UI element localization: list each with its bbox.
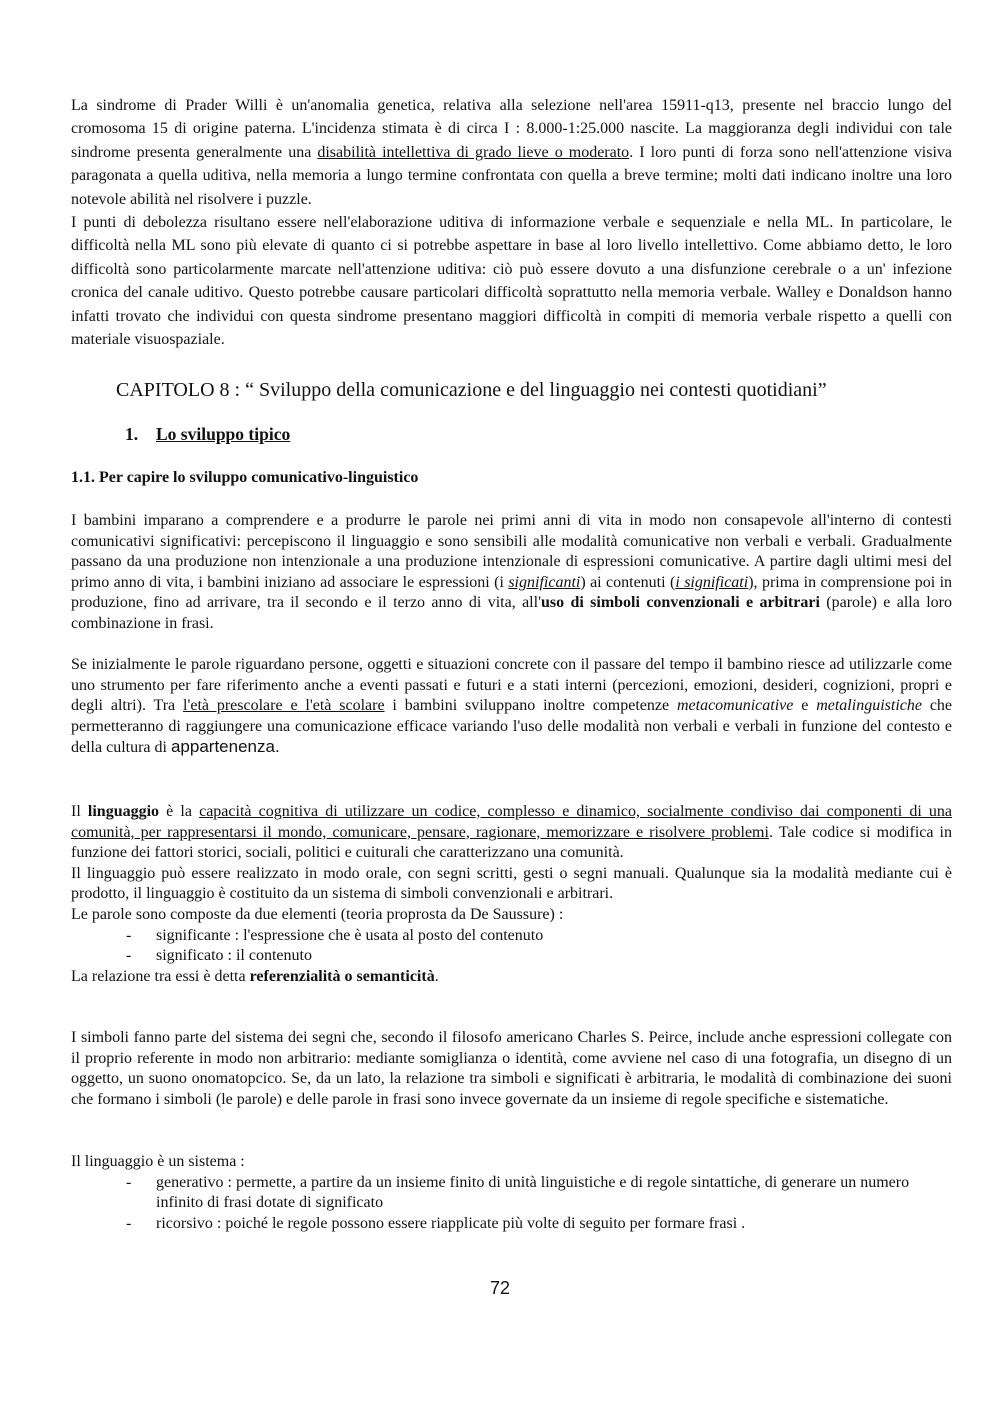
- bold-text: uso di simboli convenzionali e arbitrari: [540, 594, 820, 612]
- italic-underlined-text: significanti: [508, 573, 581, 591]
- list-item: - significante : l'espressione che è usata al posto del contenuto: [71, 926, 952, 947]
- linguaggio-section: [71, 802, 952, 987]
- underlined-text: disabilità intellettiva di grado lieve o moderato: [317, 143, 630, 161]
- intro-section: [71, 94, 952, 351]
- paragraph-saussure: Le parole sono composte da due elementi (teoria proprosta da De Saussure) :: [71, 905, 564, 923]
- paragraph-simboli: [71, 1028, 952, 1110]
- section-heading: [125, 424, 290, 445]
- text-run: è la: [159, 803, 200, 820]
- list-sistema: [71, 1173, 952, 1235]
- list-item: - generativo : permette, a partire da un insieme finito di unità linguistiche e di regole sintattiche, di generare un numero infinito di frasi dotate di significato: [71, 1173, 952, 1214]
- text-run: ) ai contenuti (: [580, 573, 676, 591]
- text-run: Se inizialmente le parole riguardano persone, oggetti e situazioni concrete con il passare del tempo il bambino riesce ad utilizzarle come uno strumento per fare riferimento anche a eventi passati e futuri e a stati interni (percezioni, emozioni, desideri, cognizioni, propri e degli altri). Tra: [71, 656, 952, 715]
- italic-text: metacomunicative: [676, 697, 794, 715]
- text-run: Il: [71, 803, 88, 820]
- text-run: La sindrome di Prader Willi è un'anomalia genetica, relativa alla selezione nell'area 15911-q13, presente nel braccio lungo del cromosoma 15 di origine paterna. L'incidenza stimata è di circa I : 8.000-1:25.000 nascite. La maggioranza degli individui con tale sindrome presenta generalmente una: [71, 97, 952, 161]
- paragraph-modalita: Il linguaggio può essere realizzato in modo orale, con segni scritti, gesti o segni manuali. Qualunque sia la modalità mediante cui è prodotto, il linguaggio è costituito da un sistema di simboli convenzionali e arbitrari.: [71, 864, 952, 903]
- paragraph-parole: [71, 655, 952, 759]
- page-number: 72: [489, 1278, 511, 1298]
- chapter-title: CAPITOLO 8 : “ Sviluppo della comunicazione e del linguaggio nei contesti quotidiani”: [116, 379, 827, 401]
- paragraph-bambini: [71, 511, 952, 635]
- text-run: La relazione tra essi è detta: [71, 967, 250, 985]
- underlined-text: l'età prescolare e l'età scolare: [183, 697, 385, 715]
- section-title: Lo sviluppo tipico: [156, 424, 291, 444]
- large-text: appartenenza.: [170, 737, 280, 757]
- text-run: ), prima in comprensione poi in produzione, fino ad arrivare, tra il secondo e il terzo anno di vita, all': [71, 573, 953, 612]
- section-number: 1.: [125, 424, 139, 444]
- text-run: .: [434, 967, 439, 985]
- text-run: . Tale codice si modifica in funzione dei fattori storici, sociali, politici e cuiturali che caratterizzano una comunità.: [71, 823, 953, 862]
- paragraph-sistema-intro: Il linguaggio è un sistema :: [71, 1153, 245, 1170]
- text-run: . I loro punti di forza sono nell'attenzione visiva paragonata a quella uditiva, nella memoria a lungo termine confrontata con quella a breve termine; molti dati indicano inoltre una loro notevole abilità nel risolvere i puzzle.: [71, 143, 953, 208]
- text-run: i bambini sviluppano inoltre competenze: [384, 697, 677, 715]
- paragraph-debolezza: I punti di debolezza risultano essere nell'elaborazione uditiva di informazione verbale e sequenziale e nella ML. In particolare, le difficoltà nella ML sono più elevate di quanto ci si potrebbe aspettare in base al loro livello intellettivo. Come abbiamo detto, le loro difficoltà sono particolarmente marcate nell'attenzione uditiva: ciò può essere dovuto a una disfunzione cerebrale o a un' infezione cronica del canale uditivo. Questo potrebbe causare particolari difficoltà soprattutto nella memoria verbale. Walley e Donaldson hanno infatti trovato che individui con questa sindrome presentano maggiori difficoltà in compiti di memoria verbale rispetto a quelli con materiale visuospaziale.: [71, 214, 952, 349]
- text-run: (parole) e alla loro combinazione in frasi.: [71, 594, 952, 632]
- paragraph-prader-willi: [71, 94, 952, 211]
- bold-text: referenzialità o semanticità: [249, 967, 435, 985]
- text-run: I bambini imparano a comprendere e a produrre le parole nei primi anni di vita in modo non consapevole all'interno di contesti comunicativi significativi: percepiscono il linguaggio e sono sensibili alle modalità comunicative non verbali e verbali. Gradualmente passano da una produzione non intenzionale a una produzione intenzionale di espressioni comunicative. A partire dagli ultimi mesi del primo anno di vita, i bambini iniziano ad associare le espressioni (i: [71, 512, 952, 591]
- sistema-section: [71, 1152, 952, 1234]
- italic-underlined-text: i significati: [675, 573, 749, 591]
- paragraph-text: I simboli fanno parte del sistema dei segni che, secondo il filosofo americano Charles S. Peirce, include anche espressioni collegate con il proprio referente in modo non arbitrario: mediante somiglianza o identità, come avviene nel caso di una fotografia, un disegno di un oggetto, un suono onomatopcico. Se, da un lato, la relazione tra simboli e significati è arbitraria, le modalità di combinazione dei suoni che formano i simboli (le parole) e delle parole in frasi sono invece governate da un insieme di regole specifiche e sistematiche.: [71, 1029, 952, 1108]
- bold-text: linguaggio: [87, 803, 160, 820]
- text-run: e: [793, 697, 817, 715]
- paragraph-definizione: [71, 802, 952, 864]
- list-elementi: [71, 926, 952, 967]
- underlined-text: capacità cognitiva di utilizzare un codice, complesso e dinamico, socialmente condiviso dai componenti di una comunità, per rappresentarsi il mondo, comunicare, pensare, ragionare, memorizzare e risolvere problemi: [71, 803, 952, 841]
- italic-text: metalinguistiche: [816, 697, 922, 715]
- list-item: - ricorsivo : poiché le regole possono essere riapplicate più volte di seguito per formare frasi .: [71, 1214, 952, 1235]
- subsection-heading: 1.1. Per capire lo sviluppo comunicativo-linguistico: [71, 469, 419, 486]
- paragraph-relazione: [71, 967, 952, 988]
- list-item: - significato : il contenuto: [71, 946, 952, 967]
- text-run: che permetteranno di raggiungere una comunicazione efficace variando l'uso delle modalità non verbali e verbali in funzione del contesto e della cultura di: [71, 697, 953, 757]
